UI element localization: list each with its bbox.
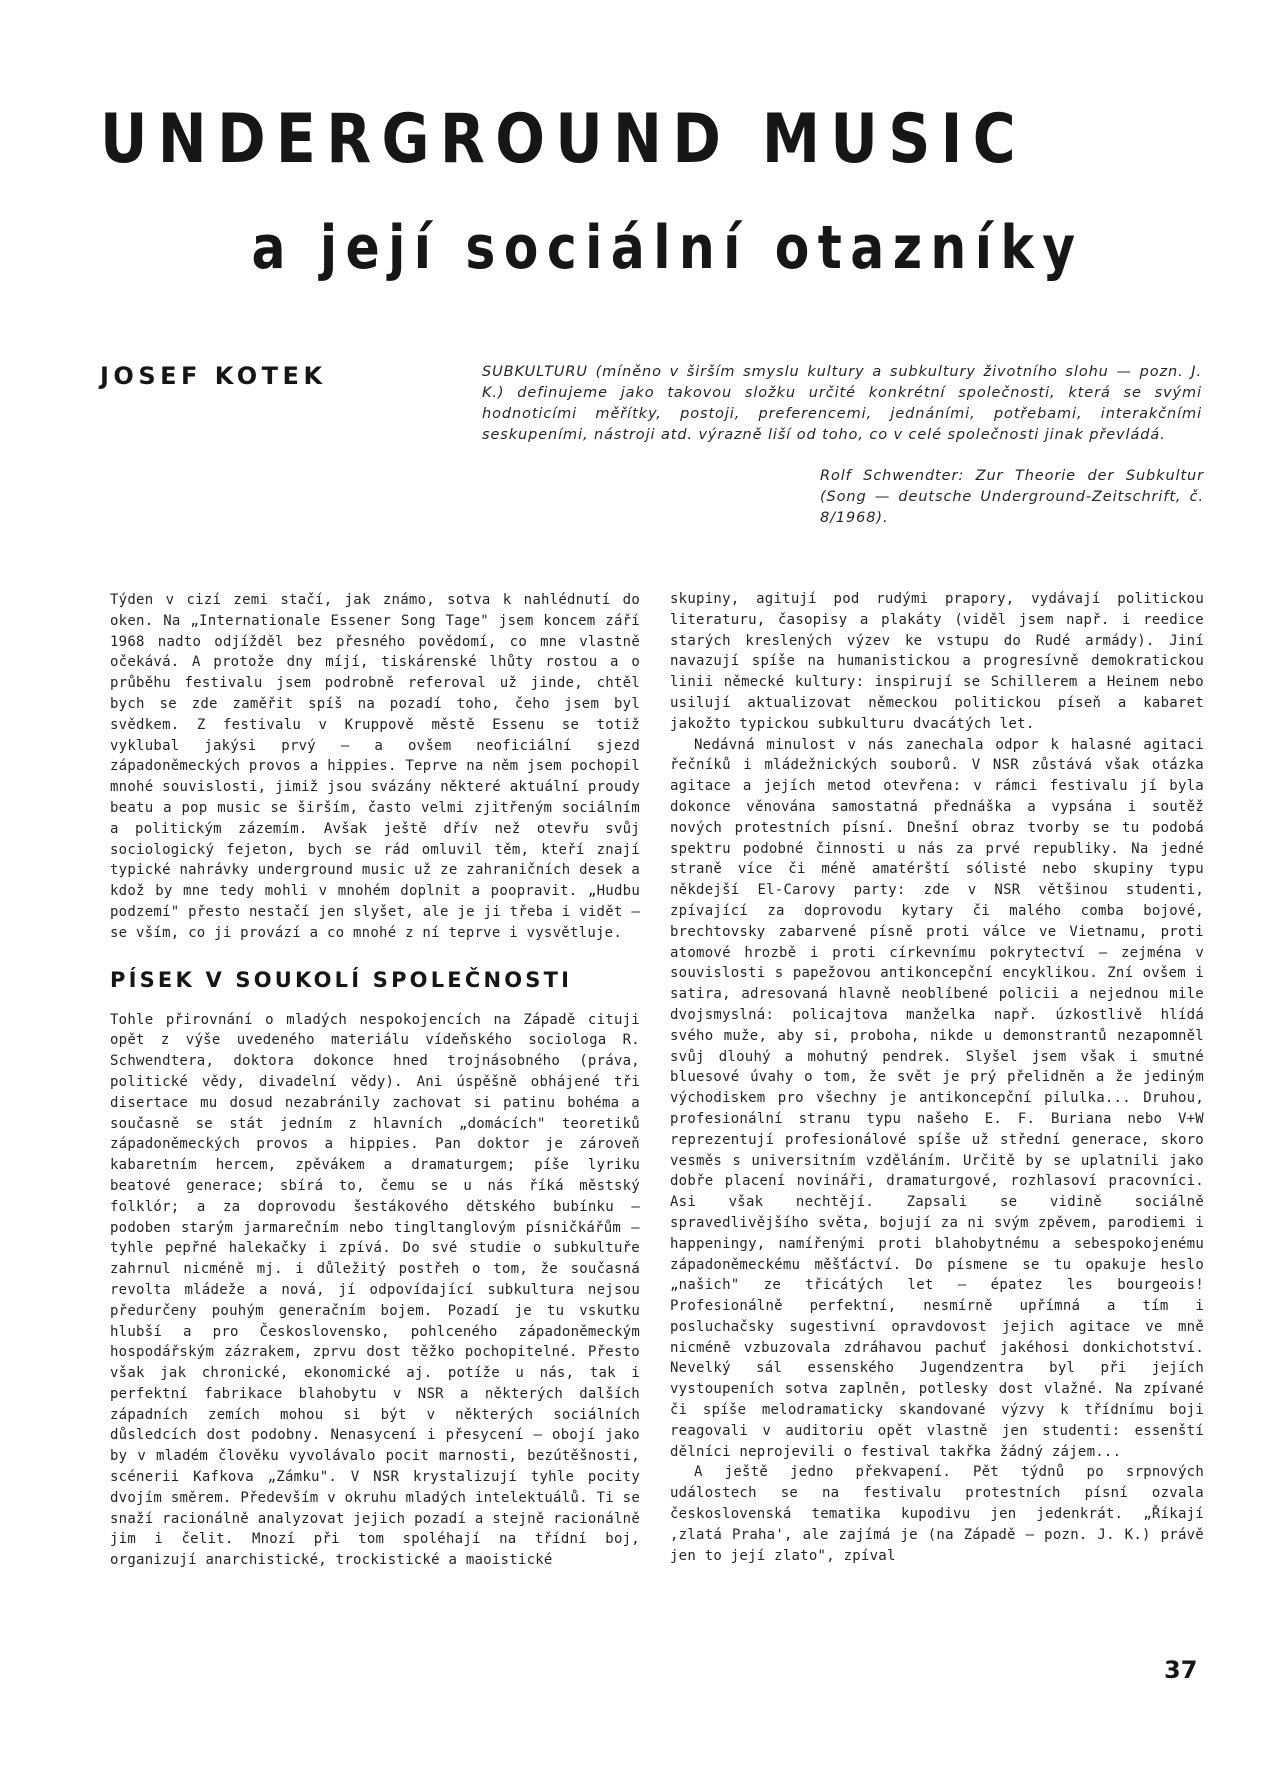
epigraph-source: Rolf Schwendter: Zur Theorie der Subkultur (Song — deutsche Underground-Zeitschrift, č. 8/1968). <box>820 468 1204 526</box>
article-title: UNDERGROUND MUSIC <box>100 100 1026 179</box>
page-number: 37 <box>1164 1656 1198 1684</box>
left-column <box>110 590 640 1571</box>
article-subtitle: a její sociální otazníky <box>251 213 1084 283</box>
right-column <box>670 589 1204 1566</box>
paragraph: skupiny, agitují pod rudými prapory, vydávají politickou literaturu, časopisy a plakáty (viděl jsem např. i reedice starých kreslených výzev ke vstupu do Rudé armády). Jiní navazují spíše na humanistickou a progresívně demokratickou linii německé kultury: inspirují se Schillerem a Heinem nebo usilují aktualizovat německou politickou píseň a kabaret jakožto typickou subkulturu dvacátých let. <box>670 591 1204 732</box>
paragraph: Týden v cizí zemi stačí, jak známo, sotva k nahlédnutí do oken. Na „Internationale Essener Song Tage" jsem koncem září 1968 nadto odjížděl bez přesného povědomí, co mne vlastně očekává. A protože dny míjí, tiskárenské lhůty rostou a o průběhu festivalu jsem podrobně referoval už jinde, chtěl bych se zde zaměřit spíš na pozadí toho, čeho jsem byl svědkem. Z festivalu v Kruppově městě Essenu se totiž vyklubal jakýsi prvý — a ovšem neoficiální sjezd západoněmeckých provos a hippies. Teprve na něm jsem pochopil mnohé souvislosti, jimiž jsou svázány některé aktuální proudy beatu a pop music se širším, často velmi zjitřeným sociálním a politickým zázemím. Avšak ještě dřív než otevřu svůj sociologický fejeton, bych se rád omluvil těm, kteří znají typické nahrávky underground music už ze zahraničních desek a kdož by mne tedy mohli v mnohém doplnit a poopravit. „Hudbu podzemí" přesto nestačí jen slyšet, ale je ji třeba i vidět — se vším, co ji provází a co mnohé z ní teprve i vysvětluje. <box>110 592 640 941</box>
section-heading: PÍSEK V SOUKOLÍ SPOLEČNOSTI <box>110 967 573 992</box>
paragraph: A ještě jedno překvapení. Pět týdnů po srpnových událostech se na festivalu protestních písní ozvala československá tematika kupodivu jen jedenkrát. „Říkají ‚zlatá Praha', ale zajímá je (na Západě — pozn. J. K.) právě jen to její zlato", zpíval <box>670 1464 1204 1564</box>
paragraph: Nedávná minulost v nás zanechala odpor k halasné agitaci řečníků i mládežnických souborů. V NSR zůstává však otázka agitace a jejích metod otevřena: v rámci festivalu jí byla dokonce věnována samostatná přednáška a vypsána i soutěž nových protestních písní. Dnešní obraz tvorby se tu podobá spektru podobné činnosti u nás za prvé republiky. Na jedné straně více či méně amatérští sólisté nebo skupiny typu někdejší El-Carovy party: zde v NSR většinou studenti, zpívající za doprovodu kytary či malého comba bojové, brechtovsky zabarvené písně proti válce ve Vietnamu, proti atomové hrozbě i proti církevnímu pokrytectví — zejména v souvislosti s papežovou antikoncepční encyklikou. Zní ovšem i satira, adresovaná hlavně neoblíbené policii a nejednou mile dvojsmyslná: policajtova manželka např. úzkostlivě hlídá svého muže, aby si, proboha, nikde u demonstrantů nezapomněl svůj dlouhý a mohutný pendrek. Slyšel jsem však i smutné bluesové úvahy o tom, že svět je prý přelidněn a že jediným východiskem pro všechny je antikoncepční pilulka... Druhou, profesionální stranu typu našeho E. F. Buriana nebo V+W reprezentují profesionálové spíše už střední generace, skoro vesměs s universitním vzděláním. Určitě by se uplatnili jako dobře placení novináři, dramaturgové, rozhlasoví pracovníci. Asi však nechtějí. Zapsali se vidině sociálně spravedlivějšího světa, bojují za ni svým zpěvem, parodiemi i happeningy, namířenými proti blahobytnému a sebespokojenému západoněmeckému měšťáctví. Do písmene se tu opakuje heslo „našich" ze třicátých let — épatez les bourgeois! Profesionálně perfektní, nesmírně upřímná a tím i posluchačsky sugestivní opravdovost jejich agitace ve mně nicméně vzbuzovala zdráhavou pachuť jakéhosi donkichotství. Nevelký sál essenského Jugendzentra byl při jejích vystoupeních sotva zaplněn, potlesky dost vlažné. Na zpívané či spíše melodramaticky skandované výzvy k třídnímu boji reagovali v auditoriu opět vlastně jen studenti: essenští dělníci neprojevili o festival takřka žádný zájem... <box>670 736 1204 1460</box>
epigraph-text: SUBKULTURU (míněno v širším smyslu kultury a subkultury životního slohu — pozn. J. K.) definujeme jako takovou složku určité konkrétní společnosti, která se svými hodnoticími měřítky, postoji, preferencemi, jednáními, potřebami, interakčními seskupeními, nástroji atd. výrazně liší od toho, co v celé společnosti jinak převládá. <box>482 364 1202 443</box>
paragraph: Tohle přirovnání o mladých nespokojencích na Západě cituji opět z výše uvedeného materiálu vídeňského sociologa R. Schwendtera, doktora dokonce hned trojnásobného (práva, politické vědy, divadelní vědy). Ani úspěšně obhájené tři disertace mu dosud nezabránily zachovat si patinu bohéma a současně se stát jedním z hlavních „domácích" teoretiků západoněmeckých provos a hippies. Pan doktor je zároveň kabaretním hercem, zpěvákem a dramaturgem; píše lyriku beatové generace; sbírá to, čemu se u nás říká městský folklór; a za doprovodu šestákového dětského bubínku — podoben starým jarmarečním nebo tingltanglovým písničkářům — tyhle pepřné halekačky i zpívá. Do své studie o subkultuře zahrnul nicméně mj. i důležitý postřeh o tom, že současná revolta mládeže a nová, jí odpovídající subkultura nejsou předurčeny pouhým generačním bojem. Pozadí je tu vskutku hlubší a pro Československo, pohlceného západoněmeckým hospodářským zázrakem, zprvu dost těžko pochopitelné. Přesto však jak chronické, ekonomické aj. potíže u nás, tak i perfektní fabrikace blahobytu v NSR a některých dalších západních zemích mohou si být v některých sociálních důsledcích dost podobny. Nenasycení i přesycení — obojí jako by v mladém člověku vyvolávalo pocit marnosti, bezútěšnosti, scénerii Kafkova „Zámku". V NSR krystalizují tyhle pocity dvojím směrem. Především v okruhu mladých intelektuálů. Ti se snaží racionálně analyzovat jejich pozadí a stejně racionálně jim i čelit. Mnozí při tom spoléhají na třídní boj, organizují anarchistické, trockistické a maoistické <box>110 1011 640 1569</box>
article-author: JOSEF KOTEK <box>100 362 327 390</box>
